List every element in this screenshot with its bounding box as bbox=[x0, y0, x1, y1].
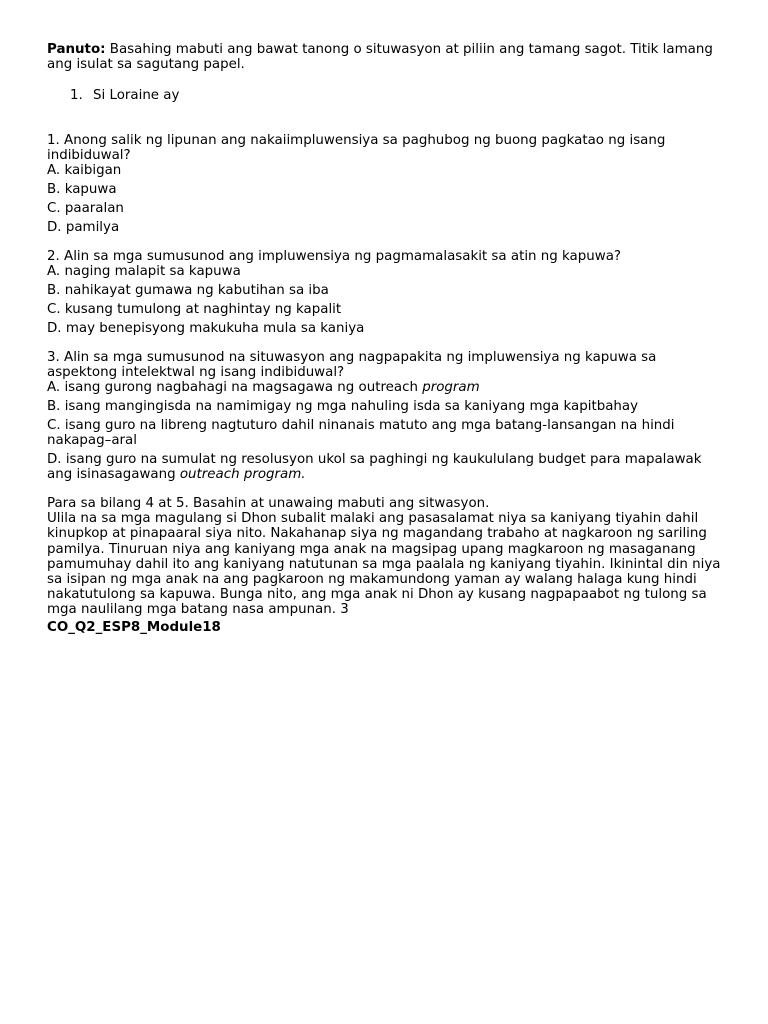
question-3-option-c: C. isang guro na libreng nagtuturo dahil ninanais matuto ang mga batang-lansangan na hindi nakapag–aral bbox=[47, 418, 675, 448]
question-3-option-a-text: A. isang gurong nagbahagi na magsagawa ng outreach bbox=[47, 380, 423, 395]
question-2-option-c: C. kusang tumulong at naghintay ng kapalit bbox=[47, 302, 342, 317]
situation-intro: Para sa bilang 4 at 5. Basahin at unawaing mabuti ang sitwasyon. bbox=[47, 496, 490, 511]
question-1-prompt: 1. Anong salik ng lipunan ang nakaiimpluwensiya sa paghubog ng buong pagkatao ng isang indibiduwal? bbox=[47, 133, 666, 163]
numbered-item-text: Si Loraine ay bbox=[93, 88, 180, 103]
instructions bbox=[47, 42, 717, 72]
module-code: CO_Q2_ESP8_Module18 bbox=[47, 619, 221, 635]
question-3-option-a-italic: program bbox=[422, 380, 480, 395]
situation-passage bbox=[47, 496, 727, 635]
question-3-prompt: 3. Alin sa mga sumusunod na situwasyon ang nagpapakita ng impluwensiya ng kapuwa sa aspektong intelektwal ng isang indibiduwal? bbox=[47, 350, 657, 380]
question-3-option-d-italic: outreach program. bbox=[179, 467, 306, 482]
question-2-prompt: 2. Alin sa mga sumusunod ang impluwensiya ng pagmamalasakit sa atin ng kapuwa? bbox=[47, 249, 622, 264]
instructions-label: Panuto: bbox=[47, 42, 106, 57]
numbered-item-number: 1. bbox=[70, 88, 83, 103]
situation-body: Ulila na sa mga magulang si Dhon subalit malaki ang pasasalamat niya sa kaniyang tiyahin dahil kinupkop at pinapaaral siya nito. Nakahanap siya ng magandang trabaho at nagkaroon ng sariling pamilya. Tinuruan niya ang kaniyang mga anak na magsipag upang magkaroon ng masaganang pamumuhay dahil ito ang kaniyang natutunan sa mga paalala ng kaniyang tiyahin. Ikinintal din niya sa isipan ng mga anak na ang pagkaroon ng makamundong yaman ay walang halaga kung hindi nakatutulong sa kapuwa. Bunga nito, ang mga anak ni Dhon ay kusang nagpapaabot ng tulong sa mga naulilang mga batang nasa ampunan. 3 bbox=[47, 511, 721, 618]
question-3 bbox=[47, 350, 727, 482]
question-3-option-d-text: D. isang guro na sumulat ng resolusyon ukol sa paghingi ng kaukululang budget para mapalawak ang isinasagawang bbox=[47, 452, 702, 482]
question-2-option-a: A. naging malapit sa kapuwa bbox=[47, 264, 241, 279]
question-2-option-b: B. nahikayat gumawa ng kabutihan sa iba bbox=[47, 283, 329, 298]
question-3-option-b: B. isang mangingisda na namimigay ng mga nahuling isda sa kaniyang mga kapitbahay bbox=[47, 399, 639, 414]
question-1-option-a: A. kaibigan bbox=[47, 163, 122, 178]
question-3-option-d bbox=[47, 452, 727, 482]
question-1 bbox=[47, 133, 727, 235]
numbered-item bbox=[70, 88, 179, 103]
question-3-option-a bbox=[47, 380, 727, 395]
instructions-text: Basahing mabuti ang bawat tanong o situwasyon at piliin ang tamang sagot. Titik lamang ang isulat sa sagutang papel. bbox=[47, 42, 713, 72]
question-1-option-b: B. kapuwa bbox=[47, 182, 117, 197]
question-2 bbox=[47, 249, 727, 336]
question-1-option-d: D. pamilya bbox=[47, 220, 120, 235]
question-1-option-c: C. paaralan bbox=[47, 201, 124, 216]
question-2-option-d: D. may benepisyong makukuha mula sa kaniya bbox=[47, 321, 365, 336]
